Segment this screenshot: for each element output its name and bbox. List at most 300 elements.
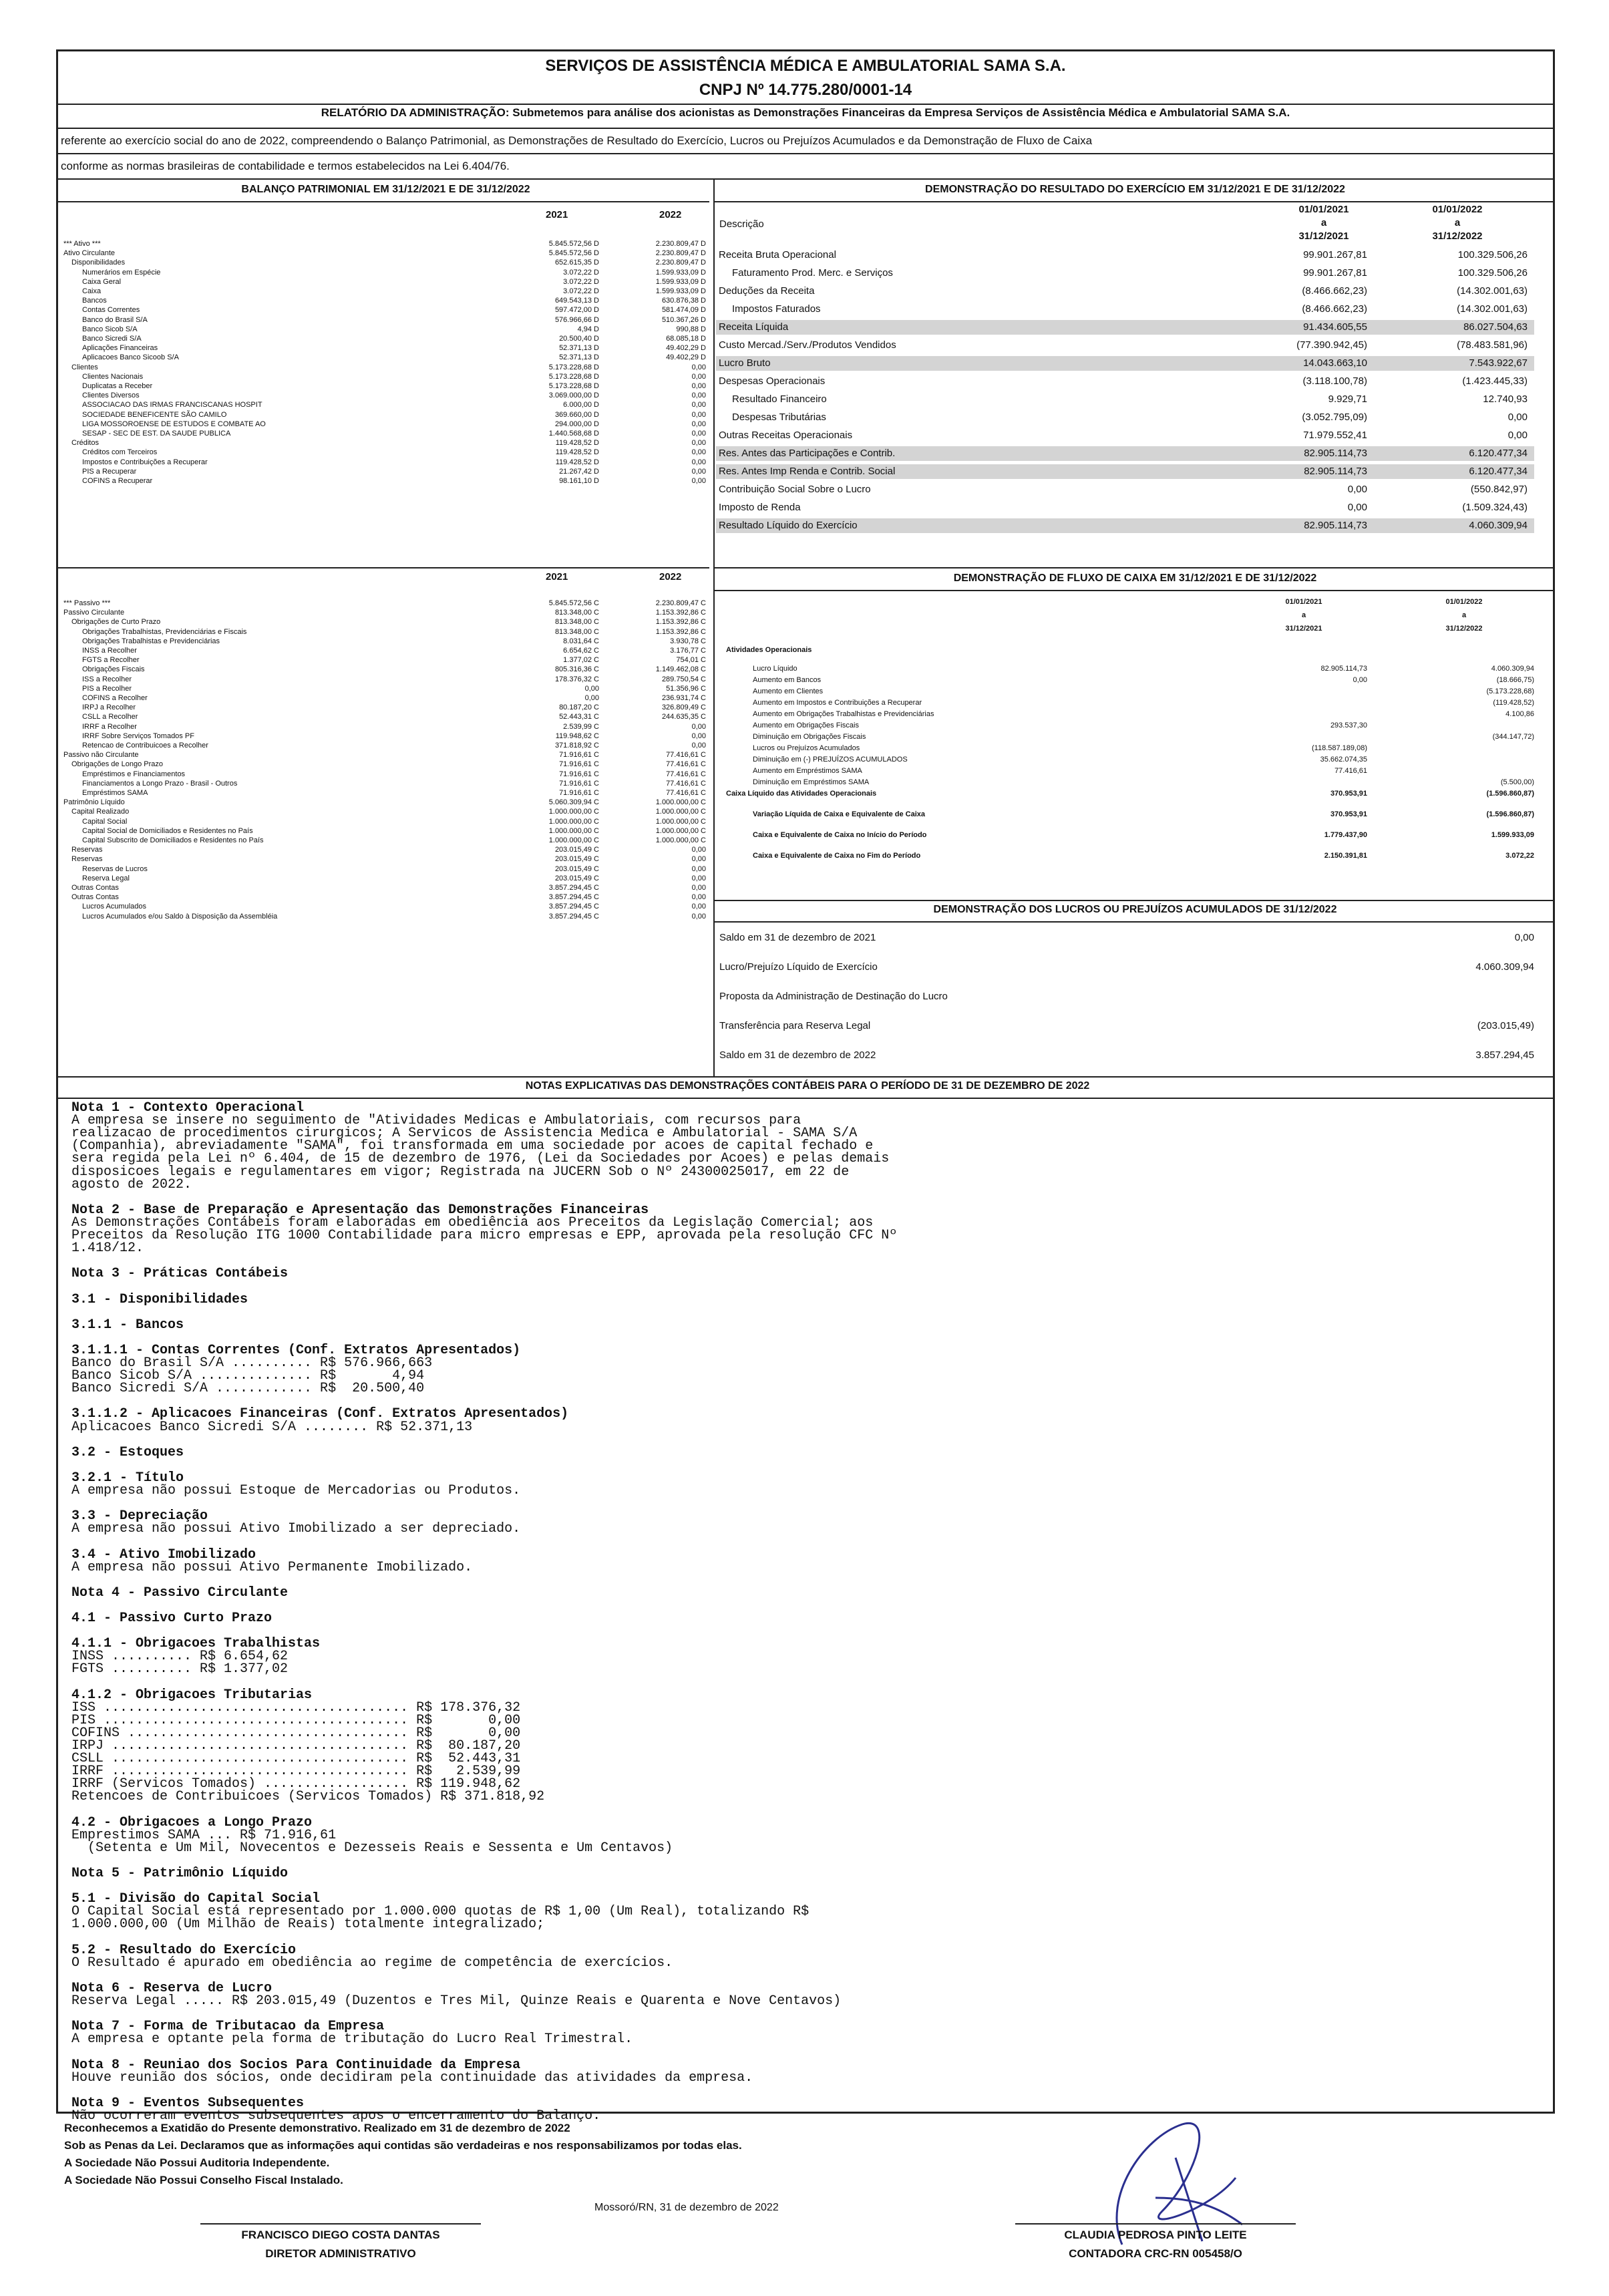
passivo-row-value-2022: 289.750,54 C bbox=[661, 675, 706, 683]
note-line: sera regida pela Lei nº 6.404, de 15 de dezembro de 1976, (Lei da Sociedades por Acoes) e pelas demais bbox=[71, 1151, 890, 1167]
note-line: INSS .......... R$ 6.654,62 bbox=[71, 1649, 289, 1665]
dre-h1c: 31/12/2021 bbox=[1298, 230, 1349, 242]
dfc-row-label: Variação Líquida de Caixa e Equivalente de Caixa bbox=[753, 810, 925, 818]
passivo-row-label: Empréstimos SAMA bbox=[82, 789, 148, 797]
note-line: A empresa e optante pela forma de tributação do Lucro Real Trimestral. bbox=[71, 2031, 633, 2047]
note-heading: 3.2.1 - Título bbox=[71, 1470, 184, 1486]
passivo-row-value-2022: 51.356,96 C bbox=[666, 684, 706, 693]
passivo-row-value-2022: 0,00 bbox=[691, 855, 706, 864]
note-heading: 4.2 - Obrigacoes a Longo Prazo bbox=[71, 1814, 313, 1830]
dfc-row-label: Caixa Líquido das Atividades Operacionais bbox=[726, 790, 877, 798]
passivo-row-label: CSLL a Recolher bbox=[82, 713, 138, 721]
dfc-row-label: Aumento em Obrigações Fiscais bbox=[753, 721, 859, 729]
signatory-1-name: FRANCISCO DIEGO COSTA DANTAS bbox=[241, 2229, 440, 2241]
notas-title: NOTAS EXPLICATIVAS DAS DEMONSTRAÇÕES CONTÁBEIS PARA O PERÍODO DE 31 DE DEZEMBRO DE 2022 bbox=[525, 1080, 1090, 1092]
note-heading: 5.1 - Divisão do Capital Social bbox=[71, 1891, 321, 1907]
ativo-row-label: Banco Sicredi S/A bbox=[82, 335, 142, 343]
passivo-row-value-2021: 178.376,32 C bbox=[554, 675, 599, 683]
ativo-row-value-2022: 0,00 bbox=[691, 391, 706, 400]
passivo-row-label: Patrimônio Líquido bbox=[63, 798, 125, 807]
passivo-row-value-2022: 1.000.000,00 C bbox=[655, 836, 706, 844]
passivo-row-value-2022: 1.153.392,86 C bbox=[655, 627, 706, 636]
note-line: Não ocorreram eventos subsequentes apos o encerramento do Balanço. bbox=[71, 2108, 601, 2124]
company-title: SERVIÇOS DE ASSISTÊNCIA MÉDICA E AMBULATORIAL SAMA S.A. bbox=[545, 57, 1066, 75]
passivo-row-label: Lucros Acumulados e/ou Saldo à Disposição da Assembléia bbox=[82, 912, 278, 921]
dre-row-2021: 0,00 bbox=[1347, 484, 1367, 495]
dfc-row-2021: 35.662.074,35 bbox=[1320, 756, 1367, 764]
ativo-row-label: Clientes Diversos bbox=[82, 391, 140, 400]
note-line: IRRF ..................................... R$ 2.539,99 bbox=[71, 1764, 521, 1780]
passivo-row-value-2022: 0,00 bbox=[691, 722, 706, 731]
dre-h1a: 01/01/2021 bbox=[1298, 204, 1349, 215]
dre-row-label: Imposto de Renda bbox=[719, 502, 801, 513]
dre-row-2022: (1.509.324,43) bbox=[1462, 502, 1528, 513]
note-line: A empresa se insere no seguimento de "Atividades Medicas e Ambulatoriais, com recursos para bbox=[71, 1113, 801, 1129]
dfc-row-label: Lucro Líquido bbox=[753, 665, 797, 673]
note-line: PIS ...................................... R$ 0,00 bbox=[71, 1712, 521, 1728]
ativo-row-value-2022: 581.474,09 D bbox=[661, 306, 706, 315]
ativo-row-label: SESAP - SEC DE EST. DA SAUDE PUBLICA bbox=[82, 430, 231, 438]
note-line: As Demonstrações Contábeis foram elaboradas em obediência aos Preceitos da Legislação Comercial; aos bbox=[71, 1214, 874, 1231]
dfc-row-2022: (1.596.860,87) bbox=[1486, 810, 1534, 818]
passivo-row-value-2022: 77.416,61 C bbox=[666, 789, 706, 797]
ativo-row-value-2022: 630.876,38 D bbox=[661, 297, 706, 305]
note-line: FGTS .......... R$ 1.377,02 bbox=[71, 1661, 289, 1677]
ativo-row-label: Ativo Circulante bbox=[63, 249, 116, 258]
dre-row-2022: 0,00 bbox=[1507, 430, 1528, 441]
dlpa-row-label: Proposta da Administração de Destinação do Lucro bbox=[719, 991, 948, 1002]
note-line: Reserva Legal ..... R$ 203.015,49 (Duzentos e Tres Mil, Quinze Reais e Quarenta e Nove Centavos) bbox=[71, 1993, 842, 2009]
ativo-row-label: Caixa bbox=[82, 287, 102, 295]
passivo-row-value-2022: 2.230.809,47 C bbox=[655, 599, 706, 607]
passivo-row-label: Outras Contas bbox=[71, 884, 119, 892]
passivo-row-value-2022: 0,00 bbox=[691, 874, 706, 882]
dlpa-row-value: 3.857.294,45 bbox=[1475, 1049, 1534, 1061]
ativo-row-value-2021: 3.072,22 D bbox=[563, 287, 599, 295]
passivo-row-label: Obrigações Trabalhistas e Previdenciárias bbox=[82, 637, 220, 645]
dfc-row-2021: 293.537,30 bbox=[1330, 721, 1367, 729]
ativo-row-label: Bancos bbox=[82, 297, 107, 305]
ativo-row-value-2022: 1.599.933,09 D bbox=[655, 287, 706, 295]
passivo-row-value-2021: 119.948,62 C bbox=[555, 731, 599, 740]
note-heading: Nota 4 - Passivo Circulante bbox=[71, 1585, 289, 1601]
signatory-1-role: DIRETOR ADMINISTRATIVO bbox=[265, 2247, 416, 2260]
dre-row-2022: 7.543.922,67 bbox=[1469, 357, 1528, 369]
ativo-row-value-2022: 49.402,29 D bbox=[666, 353, 706, 362]
ativo-row-value-2021: 369.660,00 D bbox=[554, 410, 599, 419]
ativo-row-value-2022: 2.230.809,47 D bbox=[655, 240, 706, 248]
note-line: realizacao de procedimentos cirurgicos; A Servicos de Assistencia Medica e Ambulatorial - SAMA S/A bbox=[71, 1126, 858, 1142]
passivo-row-value-2021: 8.031,64 C bbox=[563, 637, 599, 645]
note-heading: 4.1.2 - Obrigacoes Tributarias bbox=[71, 1687, 313, 1703]
note-line: Banco Sicob S/A .............. R$ 4,94 bbox=[71, 1368, 425, 1384]
dfc-row-label: Caixa e Equivalente de Caixa no Fim do Período bbox=[753, 852, 921, 860]
note-line: O Resultado é apurado em obediência ao regime de competência de exercícios. bbox=[71, 1955, 673, 1971]
dfc-row-2022: (18.666,75) bbox=[1496, 676, 1534, 684]
cnpj: CNPJ Nº 14.775.280/0001-14 bbox=[699, 81, 912, 99]
passivo-row-value-2021: 52.443,31 C bbox=[559, 713, 599, 721]
ativo-row-label: Clientes bbox=[71, 363, 98, 371]
passivo-row-value-2022: 1.000.000,00 C bbox=[655, 798, 706, 807]
passivo-row-value-2021: 71.916,61 C bbox=[559, 779, 599, 788]
ativo-row-label: Aplicacoes Banco Sicoob S/A bbox=[82, 353, 179, 362]
balanco-title: BALANÇO PATRIMONIAL EM 31/12/2021 E DE 31/12/2022 bbox=[241, 184, 530, 195]
note-heading: Nota 8 - Reuniao dos Socios Para Continuidade da Empresa bbox=[71, 2057, 521, 2073]
note-line: agosto de 2022. bbox=[71, 1176, 192, 1192]
passivo-row-value-2021: 2.539,99 C bbox=[563, 722, 599, 731]
passivo-row-value-2022: 1.000.000,00 C bbox=[655, 826, 706, 835]
passivo-row-label: IRRF a Recolher bbox=[82, 722, 137, 731]
dfc-h1a: 01/01/2021 bbox=[1285, 598, 1322, 606]
passivo-row-value-2022: 0,00 bbox=[691, 864, 706, 873]
ativo-row-label: Créditos bbox=[71, 439, 99, 448]
dre-row-2021: (3.118.100,78) bbox=[1302, 375, 1367, 387]
passivo-row-value-2021: 1.377,02 C bbox=[563, 656, 599, 665]
ativo-row-value-2021: 6.000,00 D bbox=[563, 401, 599, 409]
passivo-row-value-2022: 3.930,78 C bbox=[670, 637, 706, 645]
passivo-row-label: FGTS a Recolher bbox=[82, 656, 140, 665]
passivo-row-label: Capital Social de Domiciliados e Residentes no País bbox=[82, 826, 253, 835]
dre-row-label: Resultado Financeiro bbox=[732, 393, 827, 405]
ativo-row-label: Caixa Geral bbox=[82, 277, 122, 286]
note-heading: Nota 5 - Patrimônio Líquido bbox=[71, 1866, 289, 1881]
passivo-row-value-2021: 0,00 bbox=[584, 694, 599, 702]
passivo-row-value-2022: 0,00 bbox=[691, 742, 706, 750]
dfc-row-2021: 0,00 bbox=[1353, 676, 1367, 684]
signatory-2-role: CONTADORA CRC-RN 005458/O bbox=[1069, 2247, 1242, 2260]
ativo-row-value-2021: 52.371,13 D bbox=[559, 353, 599, 362]
dfc-row-label: Aumento em Empréstimos SAMA bbox=[753, 767, 862, 775]
ativo-row-value-2022: 0,00 bbox=[691, 477, 706, 485]
note-heading: 3.4 - Ativo Imobilizado bbox=[71, 1546, 256, 1563]
passivo-row-value-2021: 71.916,61 C bbox=[559, 770, 599, 778]
note-line: A empresa não possui Estoque de Mercadorias ou Produtos. bbox=[71, 1483, 521, 1498]
dlpa-row-label: Lucro/Prejuízo Líquido de Exercício bbox=[719, 961, 878, 973]
note-heading: Nota 3 - Práticas Contábeis bbox=[71, 1266, 289, 1282]
passivo-row-label: Passivo Circulante bbox=[63, 609, 125, 617]
ativo-row-value-2021: 576.966,66 D bbox=[554, 315, 599, 324]
note-line: IRRF (Servicos Tomados) .................. R$ 119.948,62 bbox=[71, 1776, 521, 1792]
footer-line-3: A Sociedade Não Possui Auditoria Independente. bbox=[64, 2156, 330, 2169]
note-line: CSLL ..................................... R$ 52.443,31 bbox=[71, 1751, 521, 1767]
note-line: A empresa não possui Ativo Imobilizado a ser depreciado. bbox=[71, 1521, 521, 1537]
dfc-row-2022: 4.060.309,94 bbox=[1491, 665, 1534, 673]
note-heading: 3.3 - Depreciação bbox=[71, 1508, 208, 1524]
passivo-row-value-2021: 1.000.000,00 C bbox=[548, 826, 599, 835]
balanco-col-2021-p: 2021 bbox=[546, 571, 568, 583]
dfc-row-2022: 3.072,22 bbox=[1505, 852, 1534, 860]
passivo-row-value-2022: 236.931,74 C bbox=[661, 694, 706, 702]
ativo-row-value-2021: 21.267,42 D bbox=[559, 467, 599, 476]
note-line: IRPJ ..................................... R$ 80.187,20 bbox=[71, 1738, 521, 1754]
ativo-row-label: Créditos com Terceiros bbox=[82, 448, 158, 457]
ativo-row-value-2022: 0,00 bbox=[691, 420, 706, 428]
passivo-row-value-2021: 813.348,00 C bbox=[554, 627, 599, 636]
ativo-row-value-2022: 0,00 bbox=[691, 439, 706, 448]
dlpa-row-label: Transferência para Reserva Legal bbox=[719, 1020, 871, 1031]
dre-row-label: Despesas Tributárias bbox=[732, 412, 826, 423]
dre-row-2021: (3.052.795,09) bbox=[1302, 412, 1367, 423]
note-line: 1.000.000,00 (Um Milhão de Reais) totalmente integralizado; bbox=[71, 1917, 545, 1933]
dlpa-title: DEMONSTRAÇÃO DOS LUCROS OU PREJUÍZOS ACUMULADOS DE 31/12/2022 bbox=[933, 904, 1337, 915]
passivo-row-value-2022: 77.416,61 C bbox=[666, 751, 706, 760]
ativo-row-value-2022: 0,00 bbox=[691, 467, 706, 476]
dre-title: DEMONSTRAÇÃO DO RESULTADO DO EXERCÍCIO EM 31/12/2021 E DE 31/12/2022 bbox=[925, 184, 1345, 195]
ativo-row-label: *** Ativo *** bbox=[63, 240, 101, 248]
passivo-row-value-2021: 813.348,00 C bbox=[554, 609, 599, 617]
ativo-row-value-2022: 0,00 bbox=[691, 382, 706, 390]
dfc-row-2022: (1.596.860,87) bbox=[1486, 790, 1534, 798]
ativo-row-value-2021: 3.072,22 D bbox=[563, 277, 599, 286]
dfc-row-2022: 4.100,86 bbox=[1505, 710, 1534, 718]
ativo-row-value-2022: 510.367,26 D bbox=[661, 315, 706, 324]
dre-row-2022: 100.329.506,26 bbox=[1457, 249, 1528, 261]
note-line: Emprestimos SAMA ... R$ 71.916,61 bbox=[71, 1827, 337, 1843]
passivo-row-label: Obrigações Fiscais bbox=[82, 665, 145, 674]
dre-row-label: Custo Mercad./Serv./Produtos Vendidos bbox=[719, 339, 896, 351]
ativo-row-label: COFINS a Recuperar bbox=[82, 477, 153, 485]
dre-row-2022: 86.027.504,63 bbox=[1463, 321, 1528, 333]
passivo-row-value-2022: 244.635,35 C bbox=[661, 713, 706, 721]
dfc-h2a: 01/01/2022 bbox=[1445, 598, 1483, 606]
dre-row-2022: (78.483.581,96) bbox=[1457, 339, 1528, 351]
ativo-row-value-2021: 5.173.228,68 D bbox=[548, 363, 599, 371]
dfc-row-2022: (119.428,52) bbox=[1493, 699, 1534, 707]
note-heading: Nota 1 - Contexto Operacional bbox=[71, 1100, 305, 1116]
footer-line-1: Reconhecemos a Exatidão do Presente demonstrativo. Realizado em 31 de dezembro de 2022 bbox=[64, 2122, 570, 2134]
ativo-row-value-2021: 119.428,52 D bbox=[555, 439, 599, 448]
note-heading: Nota 7 - Forma de Tributacao da Empresa bbox=[71, 2019, 385, 2035]
dre-row-2021: 82.905.114,73 bbox=[1304, 520, 1367, 531]
dre-row-label: Impostos Faturados bbox=[732, 303, 821, 315]
footer-line-4: A Sociedade Não Possui Conselho Fiscal Instalado. bbox=[64, 2174, 343, 2186]
passivo-row-value-2021: 203.015,49 C bbox=[554, 864, 599, 873]
dre-row-2022: 4.060.309,94 bbox=[1469, 520, 1528, 531]
passivo-row-value-2021: 5.845.572,56 C bbox=[548, 599, 599, 607]
dre-row-label: Receita Bruta Operacional bbox=[719, 249, 836, 261]
ativo-row-value-2022: 0,00 bbox=[691, 372, 706, 381]
ativo-row-value-2022: 1.599.933,09 D bbox=[655, 277, 706, 286]
ativo-row-label: Banco do Brasil S/A bbox=[82, 315, 148, 324]
passivo-row-label: PIS a Recolher bbox=[82, 684, 132, 693]
passivo-row-value-2021: 371.818,92 C bbox=[554, 742, 599, 750]
ativo-row-label: Impostos e Contribuições a Recuperar bbox=[82, 458, 208, 466]
dre-row-2021: 91.434.605,55 bbox=[1303, 321, 1367, 333]
passivo-row-value-2021: 203.015,49 C bbox=[554, 855, 599, 864]
dfc-h1b: a bbox=[1301, 611, 1306, 619]
note-heading: Nota 2 - Base de Preparação e Apresentação das Demonstrações Financeiras bbox=[71, 1202, 649, 1218]
note-line: Banco Sicredi S/A ............ R$ 20.500,40 bbox=[71, 1381, 425, 1397]
dfc-h2b: a bbox=[1461, 611, 1467, 619]
dre-h1b: a bbox=[1320, 217, 1327, 228]
passivo-row-value-2021: 0,00 bbox=[584, 684, 599, 693]
dre-row-2021: 99.901.267,81 bbox=[1303, 249, 1367, 261]
dre-row-2022: (14.302.001,63) bbox=[1457, 285, 1528, 297]
dlpa-row-value: (203.015,49) bbox=[1477, 1020, 1534, 1031]
balanco-col-2021: 2021 bbox=[546, 209, 568, 220]
dfc-h1c: 31/12/2021 bbox=[1285, 625, 1322, 633]
passivo-row-value-2021: 3.857.294,45 C bbox=[548, 903, 599, 911]
dfc-row-label: Diminuição em Empréstimos SAMA bbox=[753, 778, 870, 786]
note-line: Banco do Brasil S/A .......... R$ 576.966,663 bbox=[71, 1355, 433, 1371]
dre-descricao: Descrição bbox=[719, 218, 764, 230]
dre-row-label: Receita Líquida bbox=[719, 321, 789, 333]
note-heading: Nota 6 - Reserva de Lucro bbox=[71, 1980, 273, 1996]
passivo-row-value-2021: 6.654,62 C bbox=[563, 647, 599, 655]
passivo-row-label: Reservas bbox=[71, 846, 103, 854]
note-heading: 3.1 - Disponibilidades bbox=[71, 1291, 248, 1307]
dre-row-label: Despesas Operacionais bbox=[719, 375, 826, 387]
dfc-h2c: 31/12/2022 bbox=[1445, 625, 1483, 633]
intro-bold: RELATÓRIO DA ADMINISTRAÇÃO: Submetemos para análise dos acionistas as Demonstrações Financeiras da Empresa Serviços de Assistência Médica e Ambulatorial SAMA S.A. bbox=[321, 106, 1290, 119]
passivo-row-value-2021: 1.000.000,00 C bbox=[548, 808, 599, 816]
passivo-row-label: Obrigações de Longo Prazo bbox=[71, 760, 163, 769]
passivo-row-value-2022: 3.176,77 C bbox=[670, 647, 706, 655]
dre-h2a: 01/01/2022 bbox=[1432, 204, 1483, 215]
dfc-row-2021: 370.953,91 bbox=[1330, 810, 1367, 818]
ativo-row-value-2021: 5.173.228,68 D bbox=[548, 382, 599, 390]
passivo-row-value-2022: 1.149.462,08 C bbox=[655, 665, 706, 674]
dfc-row-label: Lucros ou Prejuízos Acumulados bbox=[753, 744, 860, 752]
passivo-row-label: Retencao de Contribuicoes a Recolher bbox=[82, 742, 208, 750]
passivo-row-value-2021: 1.000.000,00 C bbox=[548, 817, 599, 826]
ativo-row-value-2021: 597.472,00 D bbox=[554, 306, 599, 315]
dfc-row-2021: 1.779.437,90 bbox=[1324, 831, 1367, 839]
passivo-row-value-2021: 71.916,61 C bbox=[559, 789, 599, 797]
dfc-row-2021: (118.587.189,08) bbox=[1312, 744, 1367, 752]
dre-row-2021: 82.905.114,73 bbox=[1304, 448, 1367, 459]
passivo-row-label: Obrigações de Curto Prazo bbox=[71, 618, 161, 627]
ativo-row-label: Contas Correntes bbox=[82, 306, 140, 315]
passivo-row-label: ISS a Recolher bbox=[82, 675, 132, 683]
dre-row-2022: (1.423.445,33) bbox=[1462, 375, 1528, 387]
passivo-row-value-2021: 5.060.309,94 C bbox=[548, 798, 599, 807]
dre-row-2021: 71.979.552,41 bbox=[1303, 430, 1367, 441]
passivo-row-value-2021: 71.916,61 C bbox=[559, 760, 599, 769]
passivo-row-value-2022: 1.000.000,00 C bbox=[655, 808, 706, 816]
dre-row-2021: (8.466.662,23) bbox=[1302, 303, 1367, 315]
ativo-row-value-2022: 0,00 bbox=[691, 430, 706, 438]
dre-row-2021: (8.466.662,23) bbox=[1302, 285, 1367, 297]
ativo-row-label: PIS a Recuperar bbox=[82, 467, 137, 476]
note-heading: 3.1.1.1 - Contas Correntes (Conf. Extratos Apresentados) bbox=[71, 1342, 521, 1358]
dre-row-2021: 0,00 bbox=[1347, 502, 1367, 513]
passivo-row-value-2021: 3.857.294,45 C bbox=[548, 893, 599, 902]
ativo-row-value-2022: 2.230.809,47 D bbox=[655, 249, 706, 258]
dre-row-label: Res. Antes Imp Renda e Contrib. Social bbox=[719, 466, 896, 477]
ativo-row-label: Aplicações Financeiras bbox=[82, 344, 158, 353]
passivo-row-value-2022: 326.809,49 C bbox=[661, 703, 706, 712]
dre-row-label: Faturamento Prod. Merc. e Serviços bbox=[732, 267, 893, 279]
footer-line-2: Sob as Penas da Lei. Declaramos que as informações aqui contidas são verdadeiras e nos responsabilizamos por todas elas. bbox=[64, 2139, 742, 2152]
dfc-row-label: Aumento em Obrigações Trabalhistas e Previdenciárias bbox=[753, 710, 934, 718]
passivo-row-value-2022: 1.000.000,00 C bbox=[655, 817, 706, 826]
passivo-row-value-2022: 1.153.392,86 C bbox=[655, 609, 706, 617]
signatory-2-name: CLAUDIA PEDROSA PINTO LEITE bbox=[1064, 2229, 1247, 2241]
passivo-row-label: Financiamentos a Longo Prazo - Brasil - Outros bbox=[82, 779, 238, 788]
passivo-row-label: Lucros Acumulados bbox=[82, 903, 146, 911]
dre-row-label: Deduções da Receita bbox=[719, 285, 815, 297]
passivo-row-value-2021: 203.015,49 C bbox=[554, 874, 599, 882]
dre-row-2021: 9.929,71 bbox=[1328, 393, 1367, 405]
ativo-row-value-2022: 68.085,18 D bbox=[666, 335, 706, 343]
ativo-row-label: Disponibilidades bbox=[71, 259, 126, 267]
note-heading: 3.1.1 - Bancos bbox=[71, 1317, 184, 1333]
statement-page bbox=[56, 49, 1555, 2124]
place-date: Mossoró/RN, 31 de dezembro de 2022 bbox=[594, 2202, 779, 2213]
ativo-row-value-2021: 3.069.000,00 D bbox=[548, 391, 599, 400]
note-line: Aplicacoes Banco Sicredi S/A ........ R$ 52.371,13 bbox=[71, 1419, 473, 1435]
passivo-row-value-2022: 0,00 bbox=[691, 846, 706, 854]
passivo-row-label: Obrigações Trabalhistas, Previdenciárias e Fiscais bbox=[82, 627, 247, 636]
dre-row-2022: 100.329.506,26 bbox=[1457, 267, 1528, 279]
ativo-row-value-2022: 0,00 bbox=[691, 410, 706, 419]
ativo-row-value-2021: 98.161,10 D bbox=[559, 477, 599, 485]
ativo-row-label: Numerários em Espécie bbox=[82, 268, 161, 277]
passivo-row-label: IRPJ a Recolher bbox=[82, 703, 136, 712]
passivo-row-value-2021: 80.187,20 C bbox=[559, 703, 599, 712]
passivo-row-label: Reservas bbox=[71, 855, 103, 864]
ativo-row-value-2022: 0,00 bbox=[691, 363, 706, 371]
passivo-row-label: Passivo não Circulante bbox=[63, 751, 139, 760]
note-heading: 5.2 - Resultado do Exercício bbox=[71, 1942, 297, 1958]
dre-row-2021: (77.390.942,45) bbox=[1296, 339, 1367, 351]
ativo-row-value-2021: 5.845.572,56 D bbox=[548, 249, 599, 258]
passivo-row-label: Capital Realizado bbox=[71, 808, 130, 816]
passivo-row-label: INSS a Recolher bbox=[82, 647, 137, 655]
passivo-row-label: Empréstimos e Financiamentos bbox=[82, 770, 186, 778]
note-heading: Nota 9 - Eventos Subsequentes bbox=[71, 2095, 305, 2111]
ativo-row-value-2022: 1.599.933,09 D bbox=[655, 268, 706, 277]
passivo-row-value-2022: 1.153.392,86 C bbox=[655, 618, 706, 627]
dre-row-2022: (14.302.001,63) bbox=[1457, 303, 1528, 315]
ativo-row-value-2022: 0,00 bbox=[691, 401, 706, 409]
dre-row-2022: 12.740,93 bbox=[1483, 393, 1528, 405]
dre-row-2022: 0,00 bbox=[1507, 412, 1528, 423]
passivo-row-value-2022: 0,00 bbox=[691, 893, 706, 902]
passivo-row-value-2022: 77.416,61 C bbox=[666, 760, 706, 769]
passivo-row-label: COFINS a Recolher bbox=[82, 694, 148, 702]
ativo-row-value-2021: 652.615,35 D bbox=[554, 259, 599, 267]
passivo-row-value-2021: 813.348,00 C bbox=[554, 618, 599, 627]
dfc-row-2022: (344.147,72) bbox=[1492, 733, 1534, 741]
dfc-row-2021: 82.905.114,73 bbox=[1320, 665, 1367, 673]
dlpa-row-value: 0,00 bbox=[1514, 932, 1534, 943]
ativo-row-value-2021: 4,94 D bbox=[577, 325, 599, 333]
ativo-row-value-2021: 20.500,40 D bbox=[559, 335, 599, 343]
passivo-row-label: Capital Subscrito de Domiciliados e Residentes no País bbox=[82, 836, 264, 844]
passivo-row-label: IRRF Sobre Serviços Tomados PF bbox=[82, 731, 194, 740]
dre-row-2021: 99.901.267,81 bbox=[1303, 267, 1367, 279]
ativo-row-label: Duplicatas a Receber bbox=[82, 382, 153, 390]
dre-row-2021: 82.905.114,73 bbox=[1304, 466, 1367, 477]
dfc-title: DEMONSTRAÇÃO DE FLUXO DE CAIXA EM 31/12/2021 E DE 31/12/2022 bbox=[953, 572, 1317, 584]
ativo-row-label: Banco Sicob S/A bbox=[82, 325, 138, 333]
dre-row-label: Lucro Bruto bbox=[719, 357, 771, 369]
dfc-row-label: Caixa e Equivalente de Caixa no Início do Período bbox=[753, 831, 927, 839]
ativo-row-value-2022: 990,88 D bbox=[676, 325, 706, 333]
passivo-row-value-2021: 805.316,36 C bbox=[554, 665, 599, 674]
dfc-row-label: Diminuição em Obrigações Fiscais bbox=[753, 733, 866, 741]
dre-h2c: 31/12/2022 bbox=[1432, 230, 1483, 242]
dfc-row-label: Diminuição em (-) PREJUÍZOS ACUMULADOS bbox=[753, 756, 908, 764]
ativo-row-value-2021: 119.428,52 D bbox=[555, 448, 599, 457]
note-line: O Capital Social está representado por 1.000.000 quotas de R$ 1,00 (Um Real), totalizando R$ bbox=[71, 1904, 810, 1920]
dfc-row-2021: 370.953,91 bbox=[1330, 790, 1367, 798]
dfc-row-2021: 77.416,61 bbox=[1334, 767, 1367, 775]
passivo-row-label: Reserva Legal bbox=[82, 874, 130, 882]
passivo-row-label: *** Passivo *** bbox=[63, 599, 111, 607]
